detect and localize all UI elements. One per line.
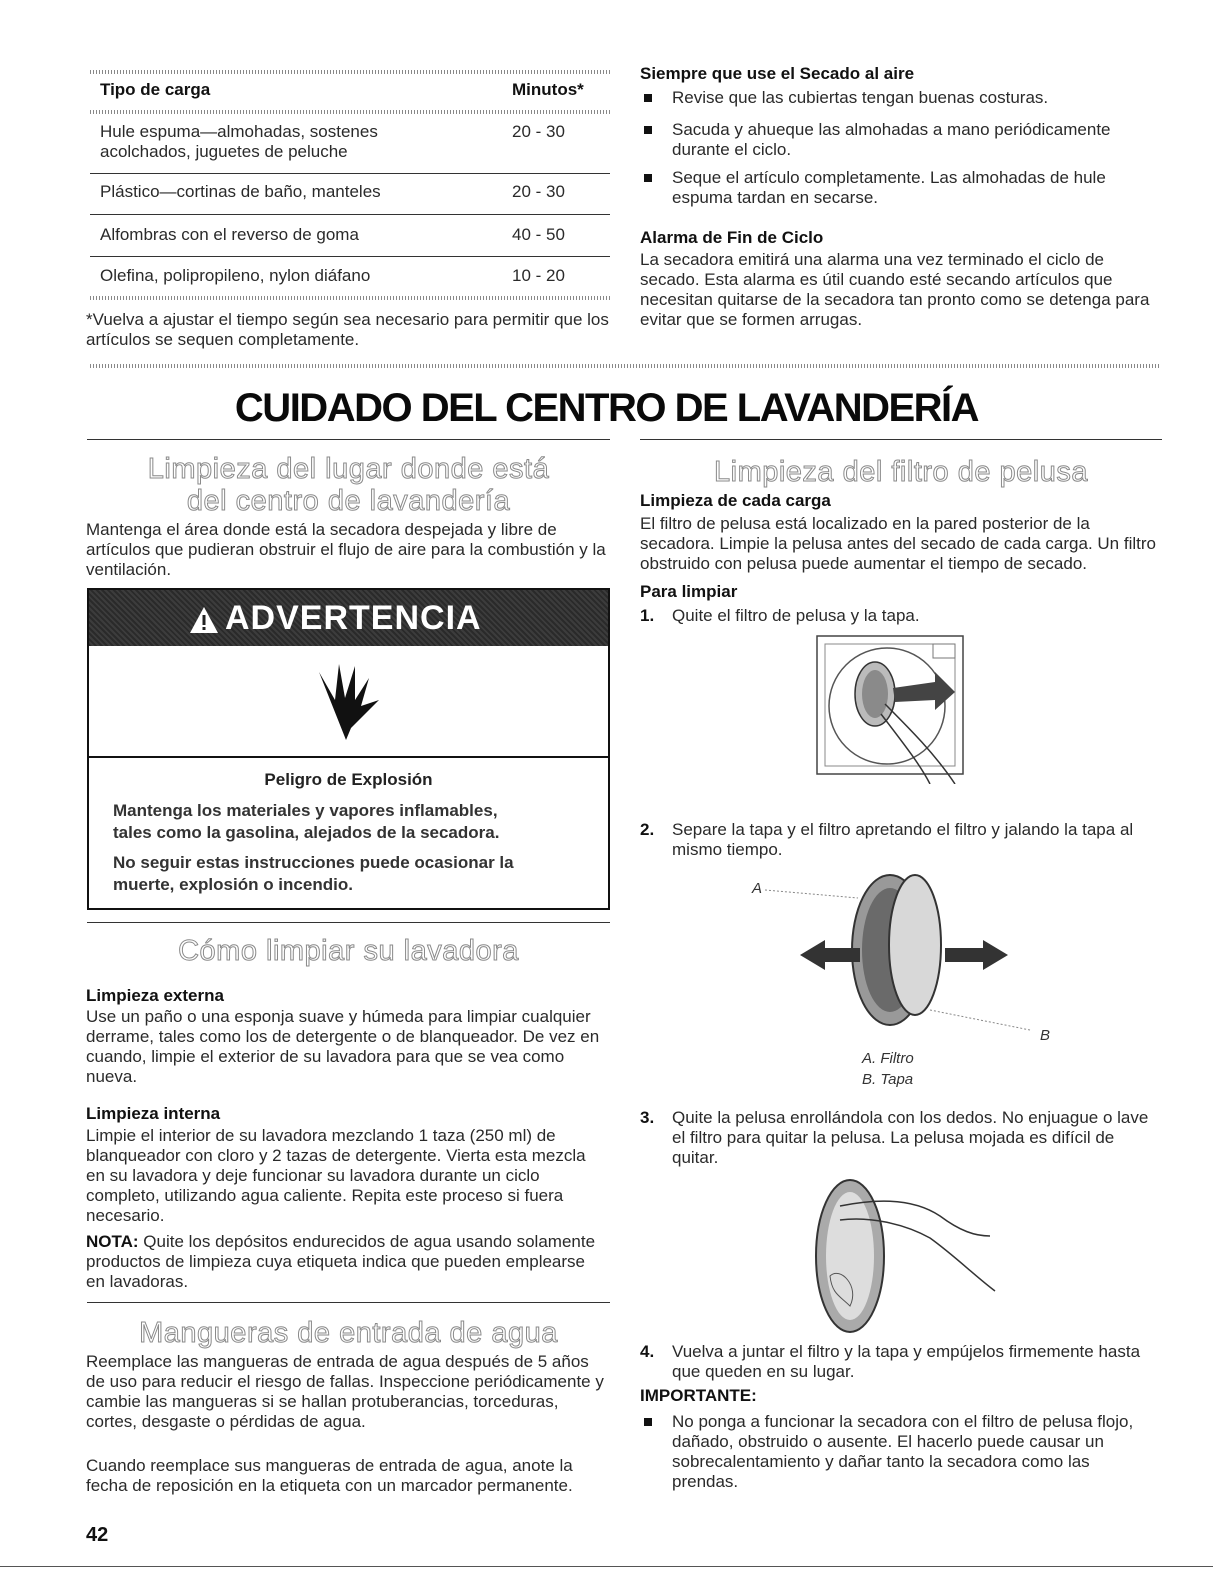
- each-load-heading: Limpieza de cada carga: [640, 491, 831, 510]
- clean-washer-heading: Cómo limpiar su lavadora: [178, 935, 519, 967]
- step-number: 4.: [640, 1342, 655, 1361]
- air-dry-heading: Siempre que use el Secado al aire: [640, 64, 915, 83]
- warning-line-2: No seguir estas instrucciones puede ocasionar la muerte, explosión o incendio.: [113, 853, 514, 894]
- external-cleaning-heading: Limpieza externa: [86, 986, 224, 1005]
- column-rule-left-2: [87, 922, 610, 923]
- caption-cover: B. Tapa: [862, 1071, 914, 1088]
- table-row-divider: [90, 256, 610, 257]
- table-header-rule: [90, 110, 610, 114]
- step-number: 1.: [640, 606, 655, 625]
- table-bottom-rule: [90, 296, 610, 300]
- lint-heading: Limpieza del filtro de pelusa: [714, 456, 1088, 488]
- table-row: [90, 122, 610, 162]
- air-dry-bullet: Sacuda y ahueque las almohadas a mano periódicamente durante el ciclo.: [672, 120, 1111, 159]
- warning-hazard: Peligro de Explosión: [264, 770, 433, 789]
- air-dry-bullet: Seque el artículo completamente. Las almohadas de hule espuma tardan en secarse.: [672, 168, 1106, 207]
- bullet-icon: [644, 94, 652, 102]
- important-heading: IMPORTANTE:: [640, 1386, 757, 1405]
- table-cell-minutes: 40 - 50: [512, 225, 565, 244]
- bullet-icon: [644, 126, 652, 134]
- each-load-body: El filtro de pelusa está localizado en la pared posterior de la secadora. Limpie la pelusa antes del secado de cada carga. Un filtro obstruido con pelusa puede aumentar el tiempo de secado.: [640, 514, 1156, 573]
- note-body: Quite los depósitos endurecidos de agua usando solamente productos de limpieza cuya etiqueta indica que pueden emplearse en lavadoras.: [86, 1232, 596, 1291]
- step-text: Quite la pelusa enrollándola con los dedos. No enjuague o lave el filtro para quitar la pelusa. La pelusa mojada es difícil de quitar.: [672, 1108, 1149, 1167]
- to-clean-heading: Para limpiar: [640, 582, 738, 601]
- hoses-body-2: Cuando reemplace sus mangueras de entrada de agua, anote la fecha de reposición en la etiqueta con un marcador permanente.: [86, 1456, 573, 1495]
- page-title: CUIDADO DEL CENTRO DE LAVANDERÍA: [234, 386, 979, 430]
- note-paragraph: [86, 1232, 606, 1292]
- alarm-body: La secadora emitirá una alarma una vez terminado el ciclo de secado. Esta alarma es útil cuando esté secando artículos que necesitan quitarse de la secadora tan pronto como se detenga para evitar que se formen arrugas.: [640, 250, 1150, 329]
- warning-title: ADVERTENCIA: [225, 599, 482, 637]
- table-row: [90, 266, 610, 286]
- table-header-type: Tipo de carga: [100, 80, 211, 99]
- bottom-rule: [0, 1566, 1213, 1567]
- note-label: NOTA:: [86, 1232, 139, 1251]
- column-rule-left: [87, 439, 610, 440]
- hoses-body-1: Reemplace las mangueras de entrada de agua después de 5 años de uso para reducir el riesgo de fallas. Inspeccione periódicamente y cambie las mangueras si se hallan protuberancias, torceduras, cortes, desgaste o pérdidas de agua.: [86, 1352, 604, 1431]
- table-footnote: *Vuelva a ajustar el tiempo según sea necesario para permitir que los artículos se sequen completamente.: [86, 310, 609, 349]
- bullet-icon: [644, 1418, 652, 1426]
- table-cell-minutes: 20 - 30: [512, 182, 565, 201]
- step-number: 3.: [640, 1108, 655, 1127]
- warning-triangle-icon: [189, 606, 219, 639]
- important-body: No ponga a funcionar la secadora con el filtro de pelusa flojo, dañado, obstruido o ausente. El hacerlo puede causar un sobrecalentamiento y dañar tanto la secadora como las prendas.: [672, 1412, 1134, 1491]
- table-top-rule: [90, 70, 610, 74]
- warning-divider: [89, 756, 608, 758]
- table-row-divider: [90, 173, 610, 174]
- lint-rolling-illustration: [810, 1176, 1010, 1341]
- warning-line-1: Mantenga los materiales y vapores inflamables, tales como la gasolina, alejados de la secadora.: [113, 801, 500, 842]
- hoses-heading: Mangueras de entrada de agua: [139, 1317, 558, 1349]
- table-cell-type: Olefina, polipropileno, nylon diáfano: [100, 266, 371, 285]
- step-text: Separe la tapa y el filtro apretando el filtro y jalando la tapa al mismo tiempo.: [672, 820, 1134, 859]
- location-heading-2: del centro de lavandería: [186, 485, 511, 517]
- table-row: [90, 182, 610, 202]
- internal-cleaning-body: Limpie el interior de su lavadora mezclando 1 taza (250 ml) de blanqueador con cloro y 2 tazas de detergente. Vierta esta mezcla en su lavadora y deje funcionar su lavadora durante un ciclo completo, utilizando agua caliente. Repita este proceso si fuera necesario.: [86, 1126, 586, 1225]
- warning-header: [89, 590, 608, 646]
- warning-box: [87, 588, 610, 910]
- step-text: Vuelva a juntar el filtro y la tapa y empújelos firmemente hasta que queden en su lugar.: [672, 1342, 1141, 1381]
- table-cell-minutes: 20 - 30: [512, 122, 565, 141]
- column-rule-left-3: [87, 1302, 610, 1303]
- table-cell-type: Alfombras con el reverso de goma: [100, 225, 359, 244]
- label-b: B: [1040, 1027, 1051, 1044]
- caption-filter: A. Filtro: [862, 1050, 914, 1067]
- location-body: Mantenga el área donde está la secadora despejada y libre de artículos que pudieran obstruir el flujo de aire para la combustión y la ventilación.: [86, 520, 606, 579]
- table-cell-type: Hule espuma—almohadas, sostenes acolchados, juguetes de peluche: [100, 122, 378, 161]
- location-heading: Limpieza del lugar donde está: [147, 453, 550, 485]
- table-cell-type: Plástico—cortinas de baño, manteles: [100, 182, 381, 201]
- lint-filter-removal-illustration: [815, 634, 975, 789]
- external-cleaning-body: Use un paño o una esponja suave y húmeda para limpiar cualquier derrame, tales como los de detergente o de blanqueador. De vez en cuando, limpie el exterior de su lavadora para que se vea como nueva.: [86, 1007, 600, 1086]
- table-cell-minutes: 10 - 20: [512, 266, 565, 285]
- column-rule-right: [640, 439, 1162, 440]
- internal-cleaning-heading: Limpieza interna: [86, 1104, 221, 1123]
- table-header-minutes: Minutos*: [512, 80, 584, 99]
- explosion-icon: [311, 660, 381, 747]
- step-text: Quite el filtro de pelusa y la tapa.: [672, 606, 920, 625]
- bullet-icon: [644, 174, 652, 182]
- air-dry-bullet: Revise que las cubiertas tengan buenas costuras.: [672, 88, 1049, 107]
- section-separator: [90, 364, 1160, 368]
- page-number: 42: [86, 1524, 109, 1546]
- step-number: 2.: [640, 820, 655, 839]
- label-a: A: [752, 880, 763, 897]
- alarm-heading: Alarma de Fin de Ciclo: [640, 228, 824, 247]
- table-row-divider: [90, 214, 610, 215]
- filter-separation-illustration: [750, 860, 1050, 1045]
- table-row: [90, 225, 610, 245]
